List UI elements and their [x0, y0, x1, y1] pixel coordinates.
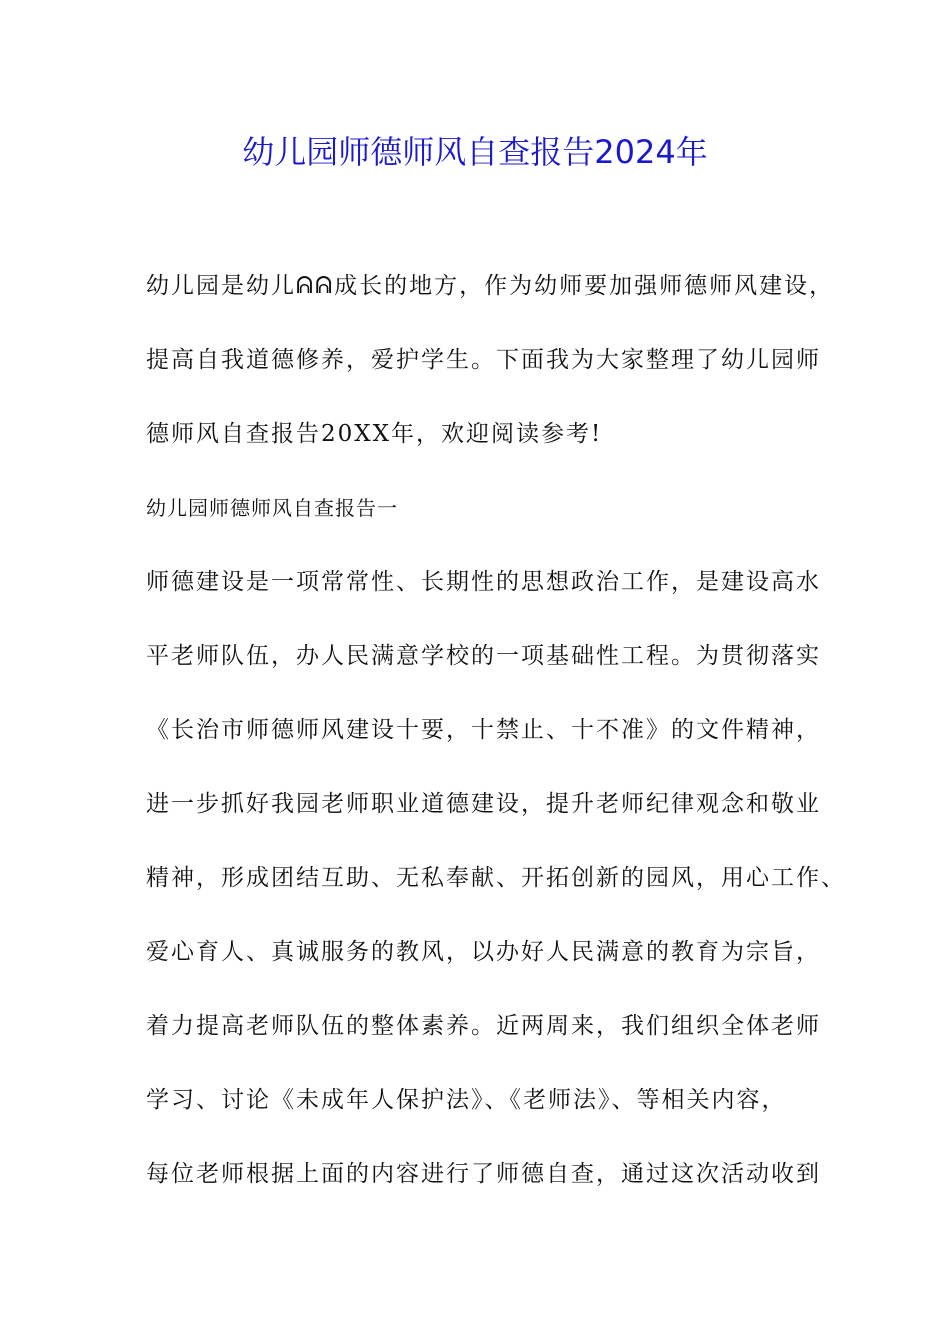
- paragraph-line: 每位老师根据上面的内容进行了师德自查，通过这次活动收到: [146, 1161, 821, 1187]
- paragraph-line: 德师风自查报告20XX年，欢迎阅读参考!: [146, 421, 603, 447]
- paragraph-line: 《长治市师德师风建设十要，十禁止、十不准》的文件精神，: [146, 717, 821, 743]
- paragraph-line: 师德建设是一项常常性、长期性的思想政治工作，是建设高水: [146, 569, 821, 595]
- paragraph-line: 着力提高老师队伍的整体素养。近两周来，我们组织全体老师: [146, 1013, 821, 1039]
- document-title: 幼儿园师德师风自查报告2024年: [242, 133, 708, 171]
- paragraph-line: 学习、讨论《未成年人保护法》、《老师法》、等相关内容，: [146, 1087, 787, 1113]
- paragraph-line: 平老师队伍，办人民满意学校的一项基础性工程。为贯彻落实: [146, 643, 821, 669]
- paragraph-line: 提高自我道德修养，爱护学生。下面我为大家整理了幼儿园师: [146, 347, 821, 373]
- paragraph-line: 幼儿园是幼儿ᕱᕱ成长的地方，作为幼师要加强师德师风建设，: [146, 273, 835, 299]
- paragraph-line: 进一步抓好我园老师职业道德建设，提升老师纪律观念和敬业: [146, 791, 821, 817]
- section-heading: 幼儿园师德师风自查报告一: [146, 496, 398, 520]
- paragraph-line: 精神，形成团结互助、无私奉献、开拓创新的园风，用心工作、: [146, 865, 846, 891]
- paragraph-line: 爱心育人、真诚服务的教风，以办好人民满意的教育为宗旨，: [146, 939, 821, 965]
